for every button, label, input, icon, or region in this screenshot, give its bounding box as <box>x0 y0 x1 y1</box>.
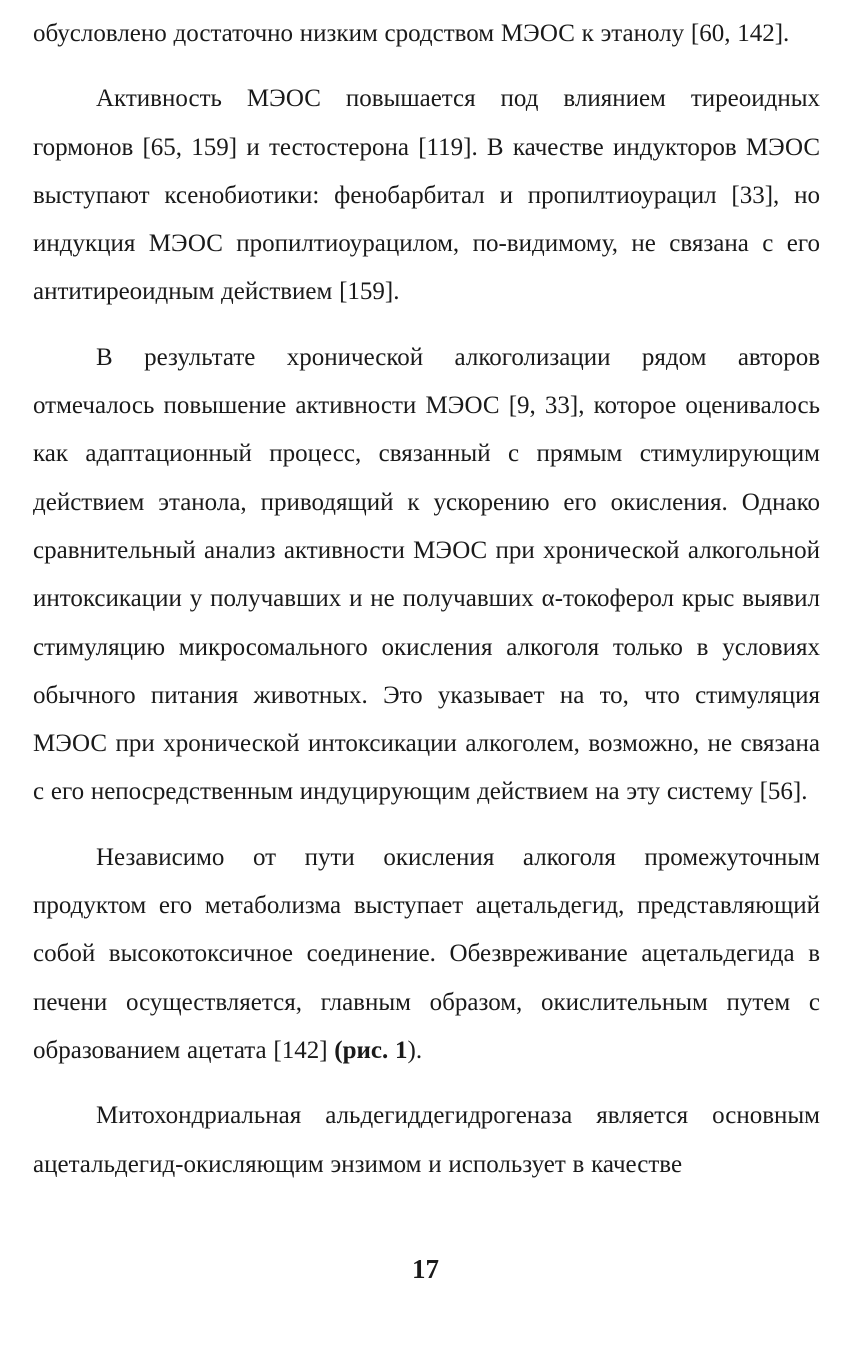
figure-reference: (рис. 1 <box>334 1036 408 1064</box>
paragraph-aldehyde-dehydrogenase: Митохондриальная альдегиддегидрогеназа является основным ацетальдегид-окисляющим энзимом и использует в качестве <box>33 1102 820 1178</box>
paragraph-meos-activity: Активность МЭОС повышается под влиянием тиреоидных гормонов [65, 159] и тестостерона [119]. В качестве индукторов МЭОС выступают ксенобиотики: фенобарбитал и пропилтиоурацил [33], но индукция МЭОС пропилтиоурацилом, по-видимому, не связана с его антитиреоидным действием [159]. <box>33 85 820 306</box>
paragraph-acetaldehyde-end: ). <box>407 1036 423 1064</box>
paragraph-continuation: обусловлено достаточно низким сродством МЭОС к этанолу [60, 142]. <box>33 20 790 47</box>
paragraph-acetaldehyde <box>33 834 820 1075</box>
paragraph-acetaldehyde-text: Независимо от пути окисления алкоголя промежуточным продуктом его метаболизма выступает ацетальдегид, представляющий собой высокотоксичное соединение. Обезвреживание ацетальдегида в печени осуществляется, главным образом, окислительным путем с образованием ацетата [142] <box>33 843 820 1064</box>
document-page <box>33 10 820 1189</box>
page-number: 17 <box>412 1254 439 1284</box>
paragraph-chronic-alcoholization: В результате хронической алкоголизации рядом авторов отмечалось повышение активности МЭОС [9, 33], которое оценивалось как адаптационный процесс, связанный с прямым стимулирующим действием этанола, приводящий к ускорению его окисления. Однако сравнительный анализ активности МЭОС при хронической алкогольной интоксикации у получавших и не получавших α-токоферол крыс выявил стимуляцию микросомального окисления алкоголя только в условиях обычного питания животных. Это указывает на то, что стимуляция МЭОС при хронической интоксикации алкоголем, возможно, не связана с его непосредственным индуцирующим действием на эту систему [56]. <box>33 343 820 806</box>
